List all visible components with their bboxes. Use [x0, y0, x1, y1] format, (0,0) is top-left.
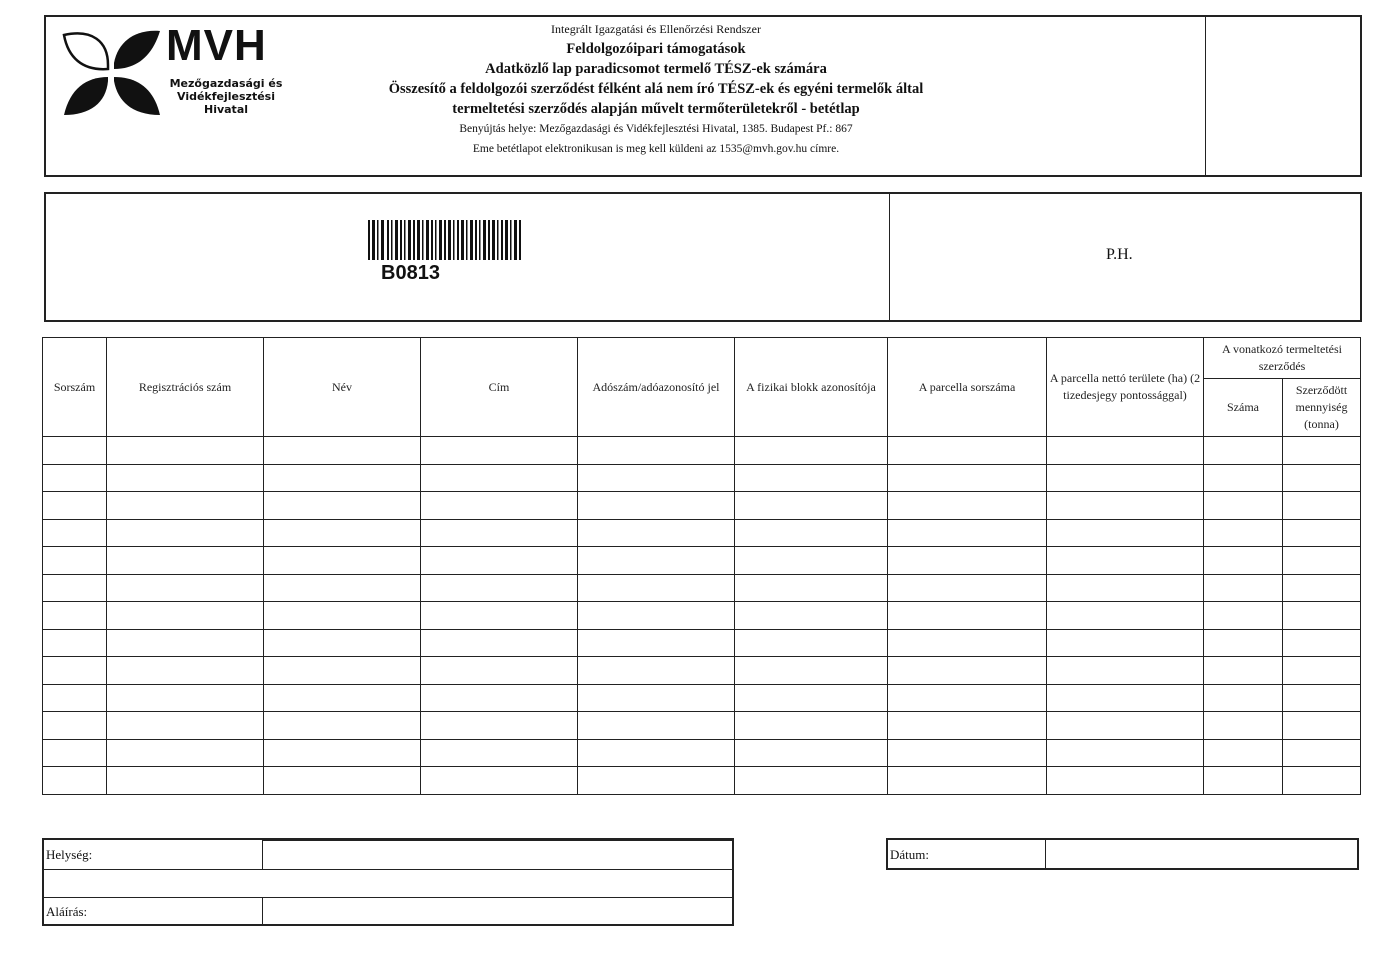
- table-cell[interactable]: [1283, 739, 1361, 767]
- table-cell[interactable]: [1204, 574, 1283, 602]
- table-cell[interactable]: [1204, 739, 1283, 767]
- barcode-divider: [889, 194, 890, 320]
- logo-name-line: Vidékfejlesztési: [177, 90, 275, 103]
- table-cell[interactable]: [421, 519, 578, 547]
- table-cell[interactable]: [107, 739, 264, 767]
- table-row: [43, 739, 1361, 767]
- table-cell[interactable]: [421, 547, 578, 575]
- table-cell[interactable]: [888, 437, 1047, 465]
- column-header: Cím: [421, 338, 578, 437]
- table-cell[interactable]: [578, 464, 735, 492]
- table-cell[interactable]: [421, 712, 578, 740]
- column-header: Száma: [1204, 379, 1283, 437]
- table-cell[interactable]: [421, 684, 578, 712]
- system-name: Integrált Igazgatási és Ellenőrzési Rendszer: [551, 22, 761, 36]
- table-cell[interactable]: [1204, 492, 1283, 520]
- table-cell[interactable]: [107, 712, 264, 740]
- table-cell[interactable]: [1047, 492, 1204, 520]
- table-cell[interactable]: [578, 684, 735, 712]
- table-cell[interactable]: [578, 739, 735, 767]
- table-cell[interactable]: [107, 602, 264, 630]
- table-cell[interactable]: [1204, 767, 1283, 795]
- group-header: A vonatkozó termeltetési szerződés: [1204, 338, 1361, 379]
- table-cell[interactable]: [1283, 602, 1361, 630]
- column-header: A parcella nettó területe (ha) (2 tizedesjegy pontossággal): [1047, 338, 1204, 437]
- table-cell[interactable]: [264, 712, 421, 740]
- submission-note: Benyújtás helye: Mezőgazdasági és Vidékfejlesztési Hivatal, 1385. Budapest Pf.: 867: [459, 123, 853, 135]
- table-cell[interactable]: [1047, 574, 1204, 602]
- form-title: Feldolgozóipari támogatások: [566, 41, 746, 57]
- table-cell[interactable]: [578, 657, 735, 685]
- table-cell[interactable]: [735, 574, 888, 602]
- table-cell[interactable]: [1047, 712, 1204, 740]
- table-cell[interactable]: [735, 629, 888, 657]
- table-cell[interactable]: [1283, 767, 1361, 795]
- table-cell[interactable]: [1204, 712, 1283, 740]
- table-cell[interactable]: [421, 767, 578, 795]
- table-cell[interactable]: [1204, 547, 1283, 575]
- table-cell[interactable]: [107, 547, 264, 575]
- table-cell[interactable]: [107, 767, 264, 795]
- table-cell[interactable]: [578, 602, 735, 630]
- table-cell[interactable]: [888, 519, 1047, 547]
- table-cell[interactable]: [264, 767, 421, 795]
- table-cell[interactable]: [888, 602, 1047, 630]
- table-cell[interactable]: [1283, 629, 1361, 657]
- column-header: Adószám/adóazonosító jel: [578, 338, 735, 437]
- table-cell[interactable]: [43, 519, 107, 547]
- table-cell[interactable]: [264, 437, 421, 465]
- table-row: [43, 657, 1361, 685]
- table-cell[interactable]: [1204, 464, 1283, 492]
- table-cell[interactable]: [888, 767, 1047, 795]
- form-subtitle: Adatközlő lap paradicsomot termelő TÉSZ-ek számára: [485, 61, 827, 77]
- footer-date-block: [886, 838, 1359, 870]
- table-cell[interactable]: [735, 602, 888, 630]
- table-cell[interactable]: [43, 464, 107, 492]
- table-cell[interactable]: [578, 574, 735, 602]
- table-cell[interactable]: [264, 629, 421, 657]
- table-row: [43, 437, 1361, 465]
- table-cell[interactable]: [421, 574, 578, 602]
- table-cell[interactable]: [421, 602, 578, 630]
- table-cell[interactable]: [107, 684, 264, 712]
- table-cell[interactable]: [735, 547, 888, 575]
- table-cell[interactable]: [735, 767, 888, 795]
- table-cell[interactable]: [107, 657, 264, 685]
- column-header: Sorszám: [43, 338, 107, 437]
- table-cell[interactable]: [43, 574, 107, 602]
- table-cell[interactable]: [107, 629, 264, 657]
- table-row: [43, 547, 1361, 575]
- logo-name-line: Mezőgazdasági és: [169, 77, 283, 90]
- column-header: Regisztrációs szám: [107, 338, 264, 437]
- table-row: [43, 602, 1361, 630]
- table-cell[interactable]: [888, 464, 1047, 492]
- table-cell[interactable]: [107, 519, 264, 547]
- table-cell[interactable]: [1047, 547, 1204, 575]
- table-cell[interactable]: [1204, 684, 1283, 712]
- stamp-placeholder: P.H.: [1106, 246, 1133, 263]
- table-cell[interactable]: [1047, 684, 1204, 712]
- table-cell[interactable]: [107, 492, 264, 520]
- table-cell[interactable]: [264, 739, 421, 767]
- barcode-number: B0813: [381, 262, 440, 284]
- column-header: A parcella sorszáma: [888, 338, 1047, 437]
- table-cell[interactable]: [735, 464, 888, 492]
- table-cell[interactable]: [735, 684, 888, 712]
- place-field[interactable]: [262, 840, 734, 870]
- logo-name-line: Hivatal: [203, 103, 249, 116]
- table-cell[interactable]: [1047, 437, 1204, 465]
- table-cell[interactable]: [1283, 684, 1361, 712]
- table-cell[interactable]: [578, 437, 735, 465]
- table-cell[interactable]: [1283, 547, 1361, 575]
- table-row: [43, 492, 1361, 520]
- table-cell[interactable]: [1283, 464, 1361, 492]
- table-cell[interactable]: [43, 739, 107, 767]
- table-cell[interactable]: [264, 602, 421, 630]
- table-cell[interactable]: [578, 492, 735, 520]
- table-cell[interactable]: [1283, 492, 1361, 520]
- table-cell[interactable]: [888, 657, 1047, 685]
- table-row: [43, 767, 1361, 795]
- table-cell[interactable]: [43, 437, 107, 465]
- column-header: Név: [264, 338, 421, 437]
- table-cell[interactable]: [1283, 519, 1361, 547]
- table-cell[interactable]: [1047, 464, 1204, 492]
- data-table: [42, 337, 1361, 795]
- table-cell[interactable]: [735, 492, 888, 520]
- header-divider: [1205, 17, 1206, 175]
- form-header: [44, 15, 1362, 177]
- logo-agency-name: [166, 77, 286, 116]
- column-header: A fizikai blokk azonosítója: [735, 338, 888, 437]
- table-cell[interactable]: [43, 629, 107, 657]
- table-cell[interactable]: [107, 574, 264, 602]
- table-cell[interactable]: [43, 602, 107, 630]
- table-cell[interactable]: [43, 492, 107, 520]
- table-cell[interactable]: [735, 712, 888, 740]
- table-cell[interactable]: [1283, 657, 1361, 685]
- date-label: Dátum:: [890, 847, 929, 862]
- table-cell[interactable]: [888, 492, 1047, 520]
- table-cell[interactable]: [264, 519, 421, 547]
- table-cell[interactable]: [421, 657, 578, 685]
- logo-abbreviation: MVH: [166, 21, 267, 70]
- table-row: [43, 712, 1361, 740]
- table-cell[interactable]: [421, 464, 578, 492]
- table-cell[interactable]: [735, 519, 888, 547]
- form-titles: [296, 19, 1016, 159]
- table-cell[interactable]: [421, 492, 578, 520]
- footer-signature-block: [42, 838, 734, 926]
- table-cell[interactable]: [888, 739, 1047, 767]
- table-cell[interactable]: [264, 492, 421, 520]
- table-cell[interactable]: [264, 684, 421, 712]
- table-cell[interactable]: [578, 712, 735, 740]
- table-cell[interactable]: [1047, 657, 1204, 685]
- table-cell[interactable]: [1283, 712, 1361, 740]
- table-cell[interactable]: [1047, 629, 1204, 657]
- table-cell[interactable]: [43, 547, 107, 575]
- table-cell[interactable]: [578, 547, 735, 575]
- table-cell[interactable]: [735, 657, 888, 685]
- date-field[interactable]: [1045, 838, 1359, 870]
- barcode-icon: [368, 220, 523, 260]
- table-cell[interactable]: [264, 657, 421, 685]
- table-cell[interactable]: [421, 739, 578, 767]
- table-cell[interactable]: [1204, 602, 1283, 630]
- table-cell[interactable]: [888, 712, 1047, 740]
- table-cell[interactable]: [421, 629, 578, 657]
- table-cell[interactable]: [43, 657, 107, 685]
- table-cell[interactable]: [1283, 574, 1361, 602]
- form-subtitle: Összesítő a feldolgozói szerződést félként alá nem író TÉSZ-ek és egyéni termelők által: [388, 81, 924, 97]
- table-cell[interactable]: [735, 739, 888, 767]
- table-row: [43, 629, 1361, 657]
- table-cell[interactable]: [578, 519, 735, 547]
- table-cell[interactable]: [888, 574, 1047, 602]
- leaf-logo-icon: [62, 27, 162, 117]
- table-body: [43, 437, 1361, 795]
- table-cell[interactable]: [43, 684, 107, 712]
- column-header: Szerződött mennyiség (tonna): [1283, 379, 1361, 437]
- table-row: [43, 684, 1361, 712]
- table-cell[interactable]: [421, 437, 578, 465]
- form-subtitle: termeltetési szerződés alapján művelt termőterületekről - betétlap: [452, 101, 860, 117]
- mvh-logo: [62, 21, 292, 127]
- table-cell[interactable]: [888, 547, 1047, 575]
- table-cell[interactable]: [1283, 437, 1361, 465]
- table-cell[interactable]: [264, 574, 421, 602]
- barcode-section: [44, 192, 1362, 322]
- table-cell[interactable]: [1047, 739, 1204, 767]
- table-cell[interactable]: [43, 767, 107, 795]
- table-cell[interactable]: [107, 464, 264, 492]
- table-cell[interactable]: [1047, 767, 1204, 795]
- table-cell[interactable]: [1204, 629, 1283, 657]
- table-cell[interactable]: [1204, 437, 1283, 465]
- table-cell[interactable]: [1047, 602, 1204, 630]
- table-cell[interactable]: [1204, 519, 1283, 547]
- place-label: Helység:: [46, 847, 93, 862]
- table-cell[interactable]: [264, 547, 421, 575]
- table-cell[interactable]: [1204, 657, 1283, 685]
- signature-field[interactable]: [262, 897, 734, 926]
- table-cell[interactable]: [735, 437, 888, 465]
- table-cell[interactable]: [43, 712, 107, 740]
- table-row: [43, 464, 1361, 492]
- table-cell[interactable]: [264, 464, 421, 492]
- email-note: Eme betétlapot elektronikusan is meg kell küldeni az 1535@mvh.gov.hu címre.: [472, 143, 840, 155]
- table-cell[interactable]: [1047, 519, 1204, 547]
- table-cell[interactable]: [107, 437, 264, 465]
- table-row: [43, 574, 1361, 602]
- table-cell[interactable]: [578, 767, 735, 795]
- signature-label: Aláírás:: [46, 904, 88, 919]
- table-cell[interactable]: [578, 629, 735, 657]
- table-cell[interactable]: [888, 629, 1047, 657]
- table-cell[interactable]: [888, 684, 1047, 712]
- footer-divider: [44, 869, 732, 870]
- table-row: [43, 519, 1361, 547]
